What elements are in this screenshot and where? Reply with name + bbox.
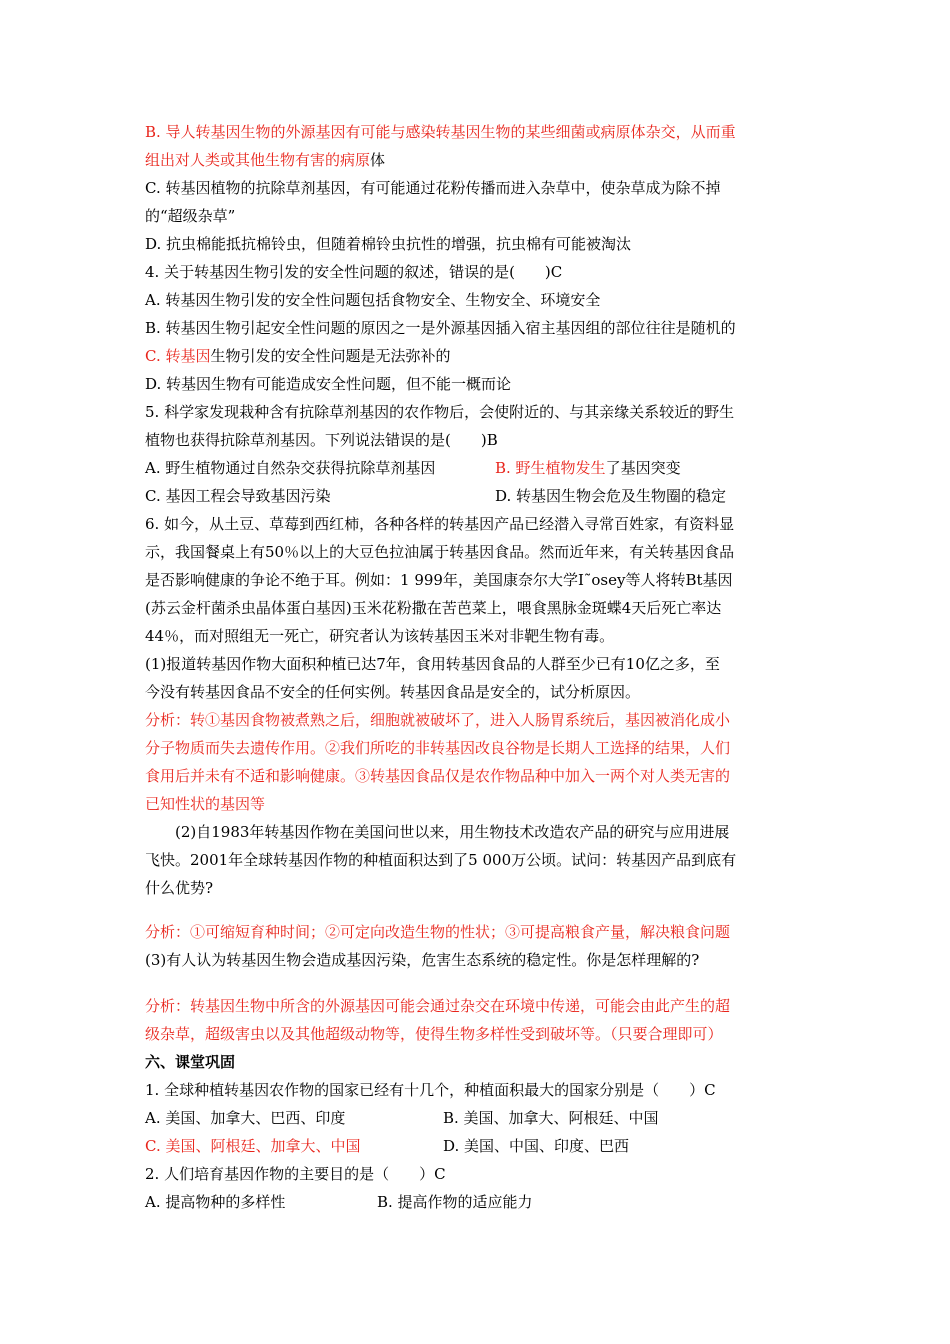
q5-option-a: A. 野生植物通过自然杂交获得抗除草剂基因 — [145, 459, 436, 477]
q4-option-d: D. 转基因生物有可能造成安全性问题，但不能一概而论 — [145, 375, 512, 393]
q4-option-c-red: C. 转基因 — [145, 347, 211, 365]
cq1-option-b: B. 美国、加拿大、阿根廷、中国 — [443, 1109, 659, 1127]
sub-question-2-line2: 飞快。2001年全球转基因作物的种植面积达到了5 000万公顷。试问：转基因产品到底有 — [145, 851, 737, 869]
q4-option-b: B. 转基因生物引起安全性问题的原因之一是外源基因插入宿主基因组的部位往往是随机的 — [145, 319, 736, 337]
cq2-option-b: B. 提高作物的适应能力 — [377, 1193, 533, 1211]
section-heading: 六、课堂巩固 — [145, 1053, 236, 1071]
analysis-1-line1: 分析：转①基因食物被煮熟之后，细胞就被破坏了，进入人肠胃系统后，基因被消化成小 — [145, 711, 731, 729]
sub-question-2-line1: (2)自1983年转基因作物在美国问世以来，用生物技术改造农产品的研究与应用进展 — [175, 823, 730, 841]
question-6-line3: 是否影响健康的争论不绝于耳。例如：1 999年，美国康奈尔大学I˜osey等人将转Bt基因 — [145, 571, 733, 589]
cq1-options-cd — [145, 1136, 630, 1156]
question-6-line4: (苏云金杆菌杀虫晶体蛋白基因)玉米花粉撒在苦芭菜上，喂食黑脉金斑蝶4天后死亡率达 — [145, 599, 722, 617]
analysis-3-line2: 级杂草，超级害虫以及其他超级动物等，使得生物多样性受到破坏等。（只要合理即可） — [145, 1025, 723, 1043]
cq1-option-c: C. 美国、阿根廷、加拿大、中国 — [145, 1137, 361, 1155]
q5-options-cd — [145, 486, 727, 506]
sub-question-2-line3: 什么优势? — [145, 879, 214, 897]
question-4: 4. 关于转基因生物引发的安全性问题的叙述，错误的是( )C — [145, 263, 563, 281]
option-c-line1: C. 转基因植物的抗除草剂基因，有可能通过花粉传播而进入杂草中，使杂草成为除不掉 — [145, 179, 721, 197]
question-6-line5: 44％，而对照组无一死亡，研究者认为该转基因玉米对非靶生物有毒。 — [145, 627, 615, 645]
option-b-line2 — [145, 150, 385, 170]
option-b-line2-black: 体 — [370, 151, 386, 169]
cq1-option-d: D. 美国、中国、印度、巴西 — [443, 1137, 630, 1155]
consolidation-question-2: 2. 人们培育基因作物的主要目的是（ ）C — [145, 1165, 446, 1183]
option-c-line2: 的“超级杂草” — [145, 207, 236, 225]
q5-option-d: D. 转基因生物会危及生物圈的稳定 — [495, 487, 727, 505]
sub-question-1-line2: 今没有转基因食品不安全的任何实例。转基因食品是安全的，试分析原因。 — [145, 683, 641, 701]
question-5-line2: 植物也获得抗除草剂基因。下列说法错误的是( )B — [145, 431, 498, 449]
cq1-options-ab — [145, 1108, 659, 1128]
q4-option-a: A. 转基因生物引发的安全性问题包括食物安全、生物安全、环境安全 — [145, 291, 601, 309]
question-6-line1: 6. 如今，从土豆、草莓到西红柿，各种各样的转基因产品已经潜入寻常百姓家，有资料显 — [145, 515, 735, 533]
analysis-3-line1: 分析：转基因生物中所含的外源基因可能会通过杂交在环境中传递，可能会由此产生的超 — [145, 997, 731, 1015]
analysis-2: 分析：①可缩短育种时间；②可定向改造生物的性状；③可提高粮食产量，解决粮食问题 — [145, 923, 731, 941]
q5-options-ab — [145, 458, 681, 478]
cq2-option-a: A. 提高物种的多样性 — [145, 1193, 286, 1211]
consolidation-question-1: 1. 全球种植转基因农作物的国家已经有十几个，种植面积最大的国家分别是（ ）C — [145, 1081, 716, 1099]
q5-option-c: C. 基因工程会导致基因污染 — [145, 487, 331, 505]
q4-option-c-black: 生物引发的安全性问题是无法弥补的 — [210, 347, 451, 365]
q5-option-b-red: B. 野生植物发生 — [495, 459, 606, 477]
question-5-line1: 5. 科学家发现栽种含有抗除草剂基因的农作物后，会使附近的、与其亲缘关系较近的野生 — [145, 403, 735, 421]
question-6-line2: 示，我国餐桌上有50％以上的大豆色拉油属于转基因食品。然而近年来，有关转基因食品 — [145, 543, 735, 561]
sub-question-3: (3)有人认为转基因生物会造成基因污染，危害生态系统的稳定性。你是怎样理解的? — [145, 951, 700, 969]
analysis-1-line4: 已知性状的基因等 — [145, 795, 266, 813]
q4-option-c — [145, 346, 451, 366]
option-b-line2-red: 组出对人类或其他生物有害的病原 — [145, 151, 371, 169]
cq1-option-a: A. 美国、加拿大、巴西、印度 — [145, 1109, 346, 1127]
option-b-line1: B. 导人转基因生物的外源基因有可能与感染转基因生物的某些细菌或病原体杂交，从而重 — [145, 123, 736, 141]
q5-option-b-black: 了基因突变 — [605, 459, 681, 477]
q5-option-b — [495, 458, 681, 478]
sub-question-1-line1: (1)报道转基因作物大面积种植已达7年，食用转基因食品的人群至少已有10亿之多，至 — [145, 655, 720, 673]
analysis-1-line3: 食用后并未有不适和影响健康。③转基因食品仅是农作物品种中加入一两个对人类无害的 — [145, 767, 731, 785]
option-d: D. 抗虫棉能抵抗棉铃虫，但随着棉铃虫抗性的增强，抗虫棉有可能被淘汰 — [145, 235, 632, 253]
analysis-1-line2: 分子物质而失去遗传作用。②我们所吃的非转基因改良谷物是长期人工选择的结果，人们 — [145, 739, 731, 757]
cq2-options-ab — [145, 1192, 533, 1212]
